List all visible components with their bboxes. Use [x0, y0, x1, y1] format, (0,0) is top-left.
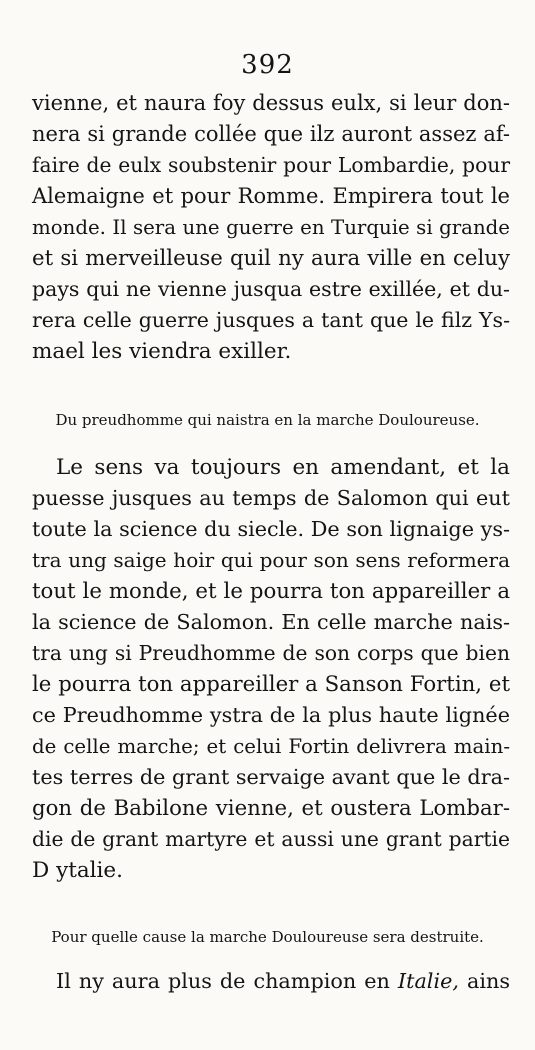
text-line: gon de Babilone vienne, et oustera Lombar-	[32, 796, 510, 821]
paragraph-2	[32, 452, 510, 886]
italic-place-name: Italie,	[397, 969, 459, 993]
text-line: tra ung saige hoir qui pour son sens reformera	[32, 548, 510, 572]
text-line: D ytalie.	[32, 858, 123, 883]
page-number: 392	[241, 50, 294, 80]
text-line: tes terres de grant servaige avant que le dra-	[32, 765, 510, 789]
text-line: toute la science du siecle. De son lignaige ys-	[32, 517, 510, 541]
paragraph-3	[32, 966, 510, 997]
text-line: Le sens va toujours en amendant, et la	[56, 455, 510, 480]
text-line: tra ung si Preudhomme de son corps que bien	[32, 641, 510, 665]
text-line: rera celle guerre jusques a tant que le filz Ys-	[32, 308, 510, 332]
text-line: le pourra ton appareiller a Sanson Fortin, et	[32, 672, 510, 697]
text-line: Alemaigne et pour Romme. Empirera tout le	[32, 184, 510, 208]
text-segment: Il ny aura plus de champion en	[56, 969, 398, 993]
text-line: pays qui ne vienne jusqua estre exillée, et du-	[32, 277, 510, 301]
section-heading-2: Pour quelle cause la marche Douloureuse sera destruite.	[51, 928, 484, 946]
text-line: monde. Il sera une guerre en Turquie si grande	[32, 216, 510, 239]
text-line: nera si grande collée que ilz auront assez af-	[32, 122, 510, 146]
text-line: ce Preudhomme ystra de la plus haute lignée	[32, 703, 510, 727]
text-line: et si merveilleuse quil ny aura ville en celuy	[32, 246, 510, 271]
text-line: vienne, et naura foy dessus eulx, si leur don-	[32, 91, 510, 115]
section-heading-1: Du preudhomme qui naistra en la marche Douloureuse.	[55, 411, 480, 429]
text-line	[32, 966, 510, 997]
text-line: puesse jusques au temps de Salomon qui eut	[32, 486, 510, 510]
text-line: mael les viendra exiller.	[32, 339, 292, 364]
text-line: la science de Salomon. En celle marche nais-	[32, 610, 510, 634]
text-line: faire de eulx soubstenir pour Lombardie, pour	[32, 153, 510, 177]
text-line: tout le monde, et le pourra ton appareiller a	[32, 579, 510, 604]
text-line: die de grant martyre et aussi une grant partie	[32, 827, 510, 851]
paragraph-1	[32, 88, 510, 367]
text-segment: ains	[458, 969, 510, 993]
text-line: de celle marche; et celui Fortin delivrera main-	[32, 735, 510, 758]
